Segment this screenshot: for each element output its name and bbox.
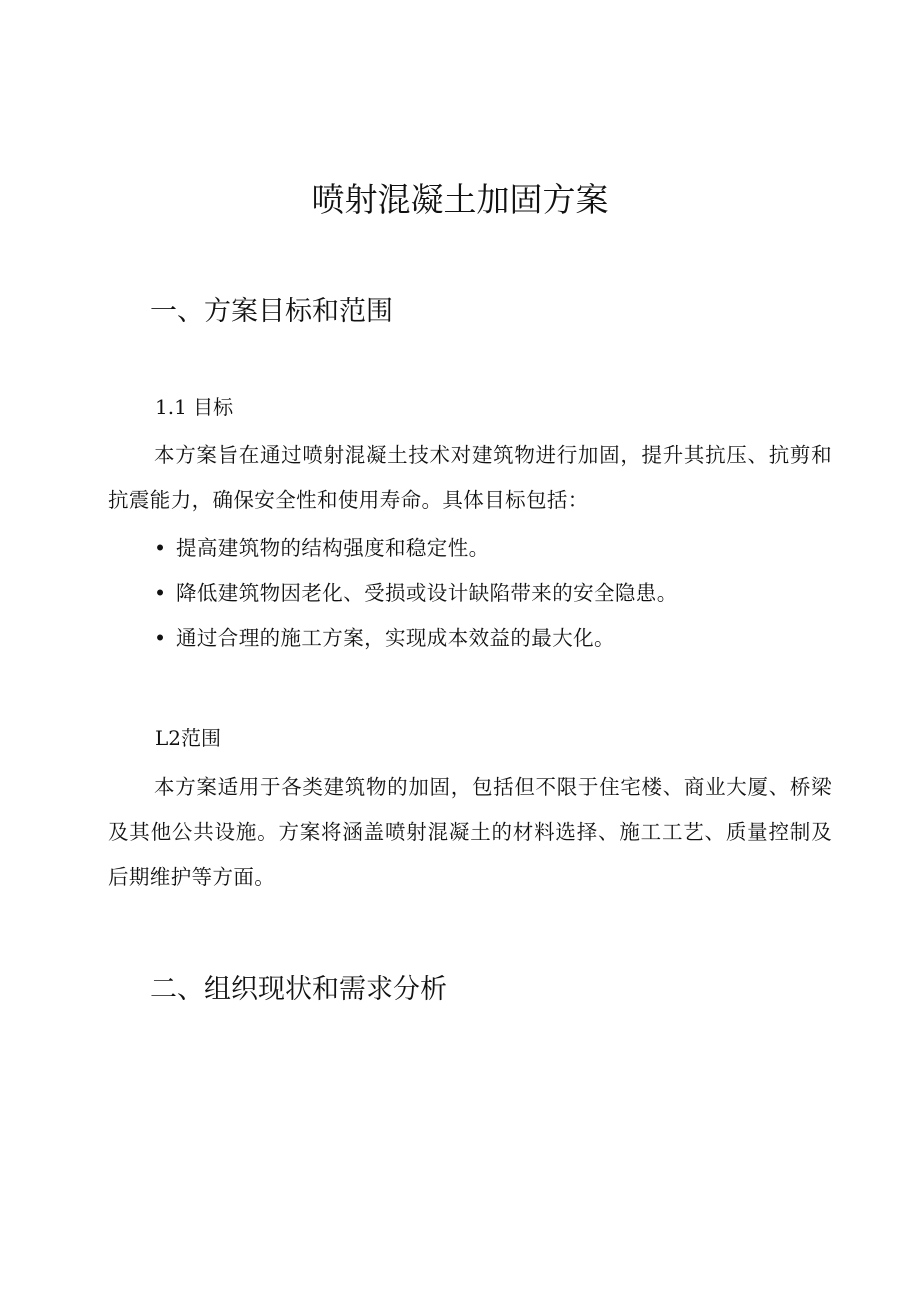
goal-bullet-list — [154, 526, 678, 661]
section-heading-1: 一、方案目标和范围 — [150, 296, 393, 327]
bullet-dot-icon: • — [154, 626, 167, 650]
document-title: 喷射混凝土加固方案 — [311, 180, 609, 219]
goal-paragraph: 本方案旨在通过喷射混凝土技术对建筑物进行加固，提升其抗压、抗剪和抗震能力，确保安全性和使用寿命。具体目标包括： — [108, 443, 832, 512]
bullet-dot-icon: • — [154, 536, 167, 560]
subsection-heading-goal: 1.1 目标 — [155, 395, 234, 419]
scope-paragraph: 本方案适用于各类建筑物的加固，包括但不限于住宅楼、商业大厦、桥梁及其他公共设施。方案将涵盖喷射混凝土的材料选择、施工工艺、质量控制及后期维护等方面。 — [108, 775, 832, 889]
subsection-heading-scope: L2范围 — [155, 726, 222, 750]
bullet-text: 提高建筑物的结构强度和稳定性。 — [176, 536, 490, 560]
list-item — [154, 571, 678, 616]
bullet-text: 降低建筑物因老化、受损或设计缺陷带来的安全隐患。 — [176, 581, 678, 605]
list-item — [154, 616, 678, 661]
list-item — [154, 526, 678, 571]
bullet-dot-icon: • — [154, 581, 167, 605]
section-heading-2: 二、组织现状和需求分析 — [150, 974, 447, 1005]
bullet-text: 通过合理的施工方案，实现成本效益的最大化。 — [176, 626, 615, 650]
